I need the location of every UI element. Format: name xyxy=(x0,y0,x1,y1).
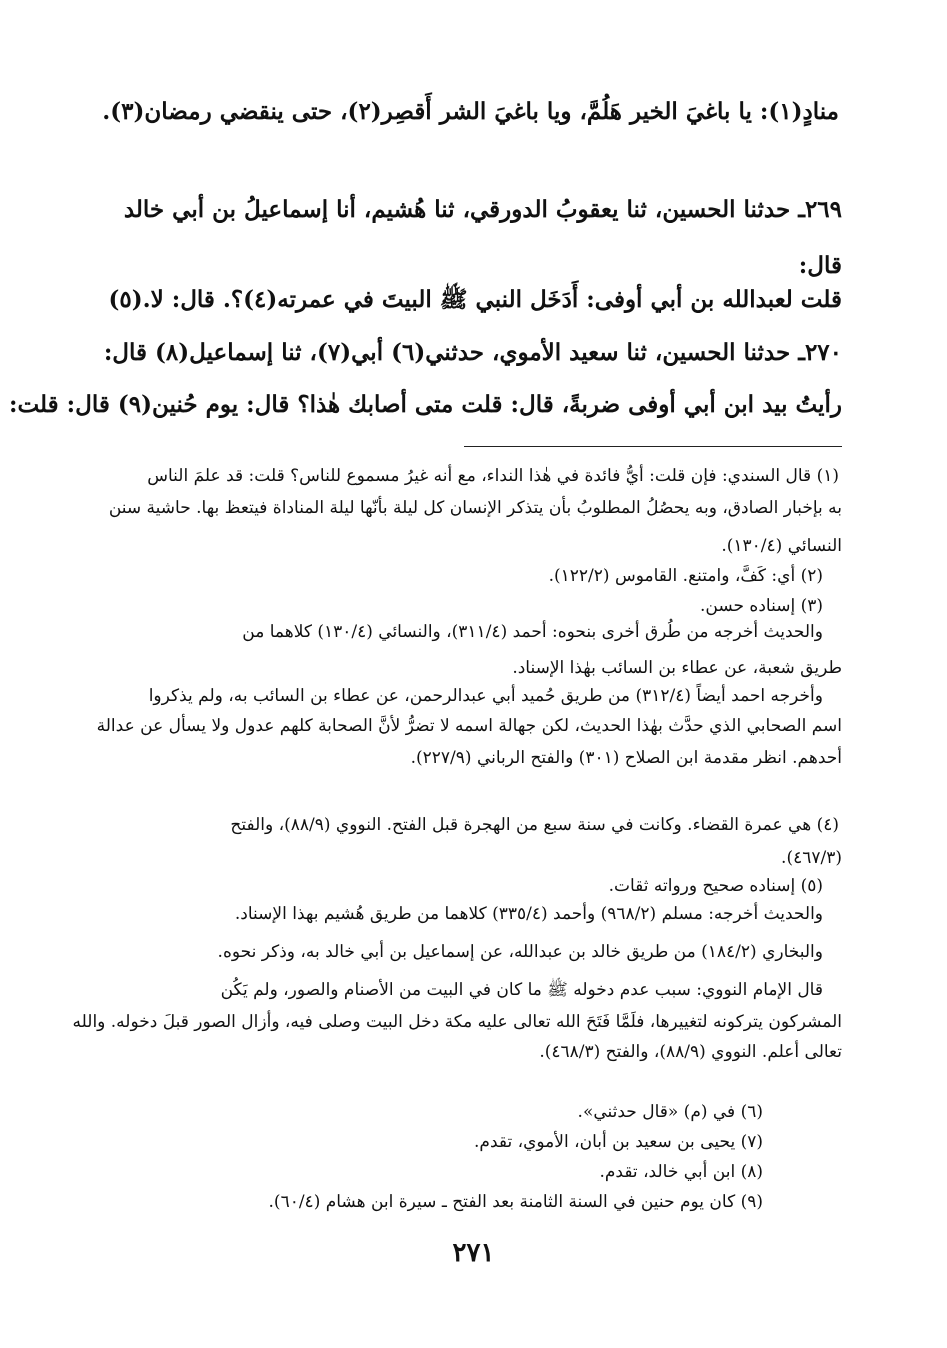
main-text-line-5: ٢٧٠ـ حدثنا الحسين، ثنا سعيد الأموي، حدثني(٦) أبي(٧)، ثنا إسماعيل(٨) قال: xyxy=(103,339,842,366)
footnote-line-14: والحديث أخرجه: مسلم (٩٦٨/٢) وأحمد (٣٣٥/٤) كلاهما من طريق هُشيم بهذا الإسناد. xyxy=(234,904,823,924)
main-text-line-2: ٢٦٩ـ حدثنا الحسين، ثنا يعقوبُ الدورقي، ثنا هُشيم، أنا إسماعيلُ بن أبي خالد xyxy=(123,196,842,223)
footnote-line-12: (٤٦٧/٣). xyxy=(781,848,842,868)
main-text-line-1: منادٍ(١): يا باغيَ الخير هَلُمَّ، ويا باغيَ الشر أَقصِر(٢)، حتى ينقضي رمضان(٣). xyxy=(102,98,839,125)
footnote-line-9: اسم الصحابي الذي حدَّث بهٰذا الحديث، لكن جهالة اسمه لا تضرُّ لأنَّ الصحابة كلهم عدول ولا يسأل عن عدالة xyxy=(96,716,842,736)
footnote-line-10: أحدهم. انظر مقدمة ابن الصلاح (٣٠١) والفتح الرباني (٢٢٧/٩). xyxy=(410,748,842,768)
footnote-line-18: تعالى أعلم. النووي (٨٨/٩)، والفتح (٤٦٨/٣). xyxy=(539,1042,842,1062)
footnote-line-4: (٢) أي: كَفَّ، وامتنع. القاموس (١٢٢/٢). xyxy=(548,566,823,586)
footnote-line-13: (٥) إسناده صحيح ورواته ثقات. xyxy=(608,876,823,896)
footnote-line-8: وأخرجه احمد أيضاً (٣١٢/٤) من طريق حُميد أبي عبدالرحمن، عن عطاء بن السائب به، ولم يذكروا xyxy=(148,686,823,706)
footnote-line-16: قال الإمام النووي: سبب عدم دخوله ﷺ ما كان في البيت من الأصنام والصور، ولم يَكُن xyxy=(220,980,823,1000)
footnote-line-21: (٨) ابن أبي خالد، تقدم. xyxy=(599,1162,763,1182)
page-number: ٢٧١ xyxy=(452,1238,495,1268)
footnote-line-5: (٣) إسناده حسن. xyxy=(700,596,823,616)
footnote-line-22: (٩) كان يوم حنين في السنة الثامنة بعد الفتح ـ سيرة ابن هشام (٦٠/٤). xyxy=(268,1192,763,1212)
footnote-line-2: به بإخبار الصادق، وبه يحصُلُ المطلوبُ بأن يتذكر الإنسان كل ليلة بأنّها ليلة المناداة فيتعظ بها. حاشية سنن xyxy=(108,498,842,518)
footnote-line-15: والبخاري (١٨٤/٢) من طريق خالد بن عبدالله، عن إسماعيل بن أبي خالد به، وذكر نحوه. xyxy=(217,942,823,962)
footnote-divider xyxy=(464,446,842,447)
footnote-line-1: (١) قال السندي: فإن قلت: أيُّ فائدة في هٰذا النداء، مع أنه غيرُ مسموع للناس؟ قلت: قد علمَ الناس xyxy=(147,466,839,486)
main-text-line-3: قال: xyxy=(798,252,842,279)
main-text-line-6: رأيتُ بيد ابن أبي أوفى ضربةً، قال: قلت متى أصابك هٰذا؟ قال: يوم حُنين(٩) قال: قلت: xyxy=(8,391,842,418)
footnote-line-6: والحديث أخرجه من طُرق أخرى بنحوه: أحمد (٣١١/٤)، والنسائي (١٣٠/٤) كلاهما من xyxy=(242,622,823,642)
footnote-line-3: النسائي (١٣٠/٤). xyxy=(721,536,842,556)
main-text-line-4: قلت لعبدالله بن أبي أوفى: أَدَخَل النبي ﷺ البيتَ في عمرته(٤)؟. قال: لا.(٥) xyxy=(108,286,842,313)
footnote-line-11: (٤) هي عمرة القضاء. وكانت في سنة سبع من الهجرة قبل الفتح. النووي (٨٨/٩)، والفتح xyxy=(230,815,839,835)
footnote-line-7: طريق شعبة، عن عطاء بن السائب بهٰذا الإسناد. xyxy=(512,658,842,678)
footnote-line-19: (٦) في (م) «قال حدثني». xyxy=(577,1102,763,1122)
footnote-line-17: المشركون يتركونه لتغييرها، فلَمَّا فَتَحَ الله تعالى عليه مكة دخل البيت وصلى فيه، وأزال الصور قبلَ دخوله. والله xyxy=(72,1012,842,1032)
footnote-line-20: (٧) يحيى بن سعيد بن أبان، الأموي، تقدم. xyxy=(474,1132,763,1152)
